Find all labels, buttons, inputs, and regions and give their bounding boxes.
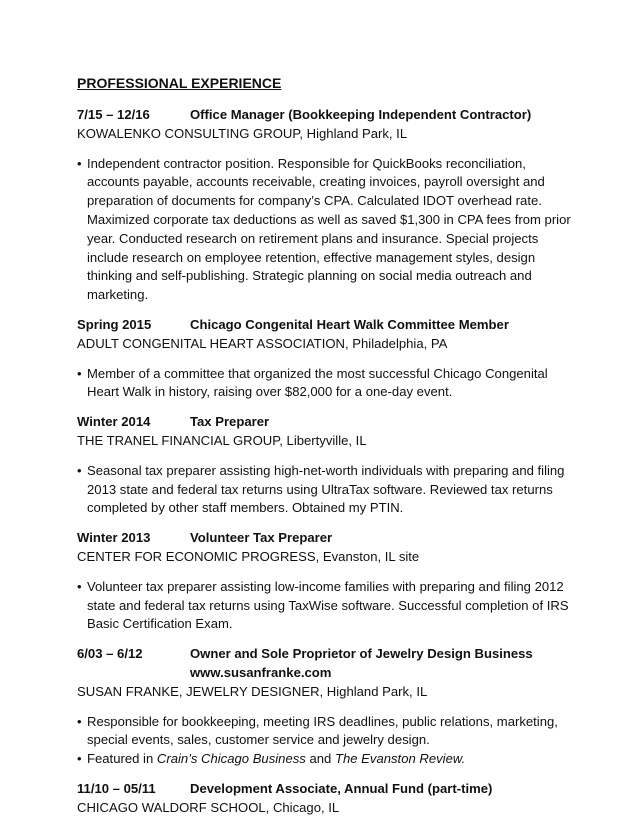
- job-entry: [77, 780, 577, 818]
- job-header: [77, 529, 577, 548]
- job-title: Chicago Congenital Heart Walk Committee Member: [190, 316, 509, 332]
- featured-publication: The Evanston Review.: [334, 751, 466, 767]
- job-header: [77, 316, 577, 335]
- job-bullets: [77, 578, 577, 634]
- job-title: Owner and Sole Proprietor of Jewelry Design Business: [190, 646, 533, 662]
- job-organization: CHICAGO WALDORF SCHOOL, Chicago, IL: [77, 799, 340, 815]
- job-header: [77, 645, 577, 683]
- job-entry: [77, 413, 577, 518]
- job-date: 6/03 – 6/12: [77, 646, 143, 662]
- job-organization: CENTER FOR ECONOMIC PROGRESS, Evanston, IL site: [77, 548, 420, 564]
- featured-and: and: [305, 751, 335, 767]
- job-bullets: [77, 365, 577, 403]
- job-title: Tax Preparer: [190, 414, 270, 430]
- job-date: 11/10 – 05/11: [77, 780, 156, 796]
- job-entry: [77, 645, 577, 769]
- job-date: 7/15 – 12/16: [77, 107, 150, 122]
- job-organization: SUSAN FRANKE, JEWELRY DESIGNER, Highland Park, IL: [77, 683, 428, 699]
- job-bullet: • Member of a committee that organized the most successful Chicago Congenital Heart Walk in history, raising over $82,000 for a one-day event.: [77, 365, 577, 403]
- resume-page: [77, 74, 577, 829]
- job-entry: [77, 529, 577, 634]
- job-header: [77, 780, 577, 799]
- job-title: Volunteer Tax Preparer: [190, 530, 333, 546]
- job-bullet: • Seasonal tax preparer assisting high-net-worth individuals with preparing and filing 2013 state and federal tax returns using UltraTax software. Reviewed tax returns completed by other staff members. Obtained my PTIN.: [77, 462, 577, 518]
- job-header: [77, 106, 577, 125]
- job-website: www.susanfranke.com: [190, 664, 332, 680]
- job-header: [77, 413, 577, 432]
- section-title: PROFESSIONAL EXPERIENCE: [77, 75, 282, 91]
- job-date: Spring 2015: [77, 316, 152, 332]
- job-bullets: [77, 155, 577, 305]
- job-bullets: [77, 462, 577, 518]
- job-bullet: • Volunteer tax preparer assisting low-income families with preparing and filing 2012 state and federal tax returns using TaxWise software. Successful completion of IRS Basic Certification Exam.: [77, 578, 577, 634]
- job-bullet-featured: [77, 750, 577, 769]
- job-title-block: [190, 645, 577, 683]
- job-title: Office Manager (Bookkeeping Independent Contractor): [190, 107, 532, 122]
- featured-publication: Crain’s Chicago Business: [156, 751, 306, 767]
- job-date: Winter 2014: [77, 414, 151, 430]
- job-organization: KOWALENKO CONSULTING GROUP, Highland Park, IL: [77, 125, 408, 141]
- job-bullets: [77, 713, 577, 769]
- job-organization: THE TRANEL FINANCIAL GROUP, Libertyville, IL: [77, 432, 367, 448]
- job-entry: [77, 106, 577, 305]
- job-title: Development Associate, Annual Fund (part-time): [190, 780, 493, 796]
- job-bullet: • Responsible for bookkeeping, meeting IRS deadlines, public relations, marketing, special events, sales, customer service and jewelry design.: [77, 713, 577, 751]
- job-bullet: • Independent contractor position. Responsible for QuickBooks reconciliation, accounts payable, accounts receivable, creating invoices, payroll oversight and preparation of documents for company’s CPA. Calculated IDOT overhead rate. Maximized corporate tax deductions as well as saved $1,300 in CPA fees from prior year. Conducted research on retirement plans and insurance. Special projects include research on employee retention, effective management styles, design thinking and self-publishing. Strategic planning on social media outreach and marketing.: [77, 155, 577, 305]
- job-entry: [77, 316, 577, 402]
- job-organization: ADULT CONGENITAL HEART ASSOCIATION, Philadelphia, PA: [77, 335, 448, 351]
- featured-prefix: Featured in: [87, 751, 157, 767]
- job-date: Winter 2013: [77, 530, 151, 546]
